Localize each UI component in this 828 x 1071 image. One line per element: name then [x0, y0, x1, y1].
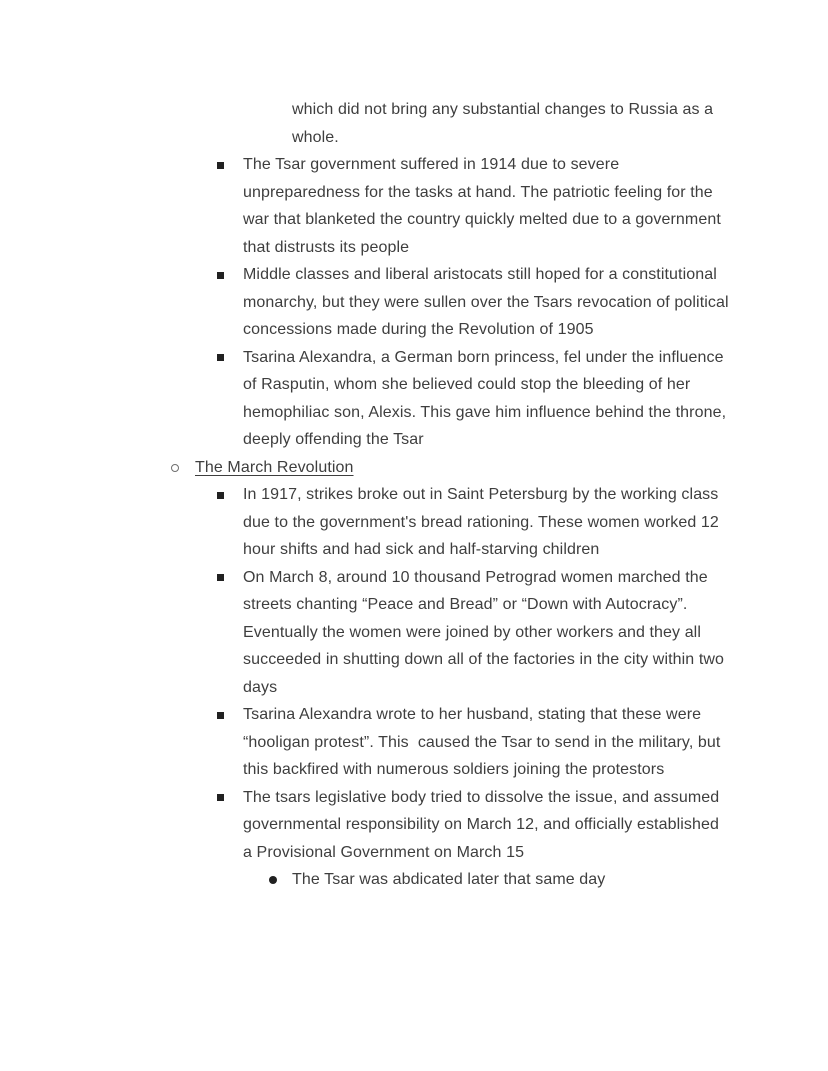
list-item	[170, 866, 731, 894]
list-item	[170, 784, 731, 867]
list-item	[170, 564, 731, 702]
notes-list	[170, 96, 734, 894]
bullet-square-icon	[217, 492, 224, 499]
list-item	[170, 261, 734, 344]
bullet-square-icon	[217, 794, 224, 801]
bullet-hollow-circle-icon	[171, 464, 179, 472]
list-item	[170, 344, 731, 454]
list-item	[170, 481, 731, 564]
list-item-text: which did not bring any substantial changes to Russia as a whole.	[292, 101, 718, 146]
list-item-text: In 1917, strikes broke out in Saint Petersburg by the working class due to the government's bread rationing. These women worked 12 hour shifts and had sick and half-starving children	[243, 486, 724, 558]
list-item	[170, 151, 731, 261]
bullet-square-icon	[217, 162, 224, 169]
bullet-square-icon	[217, 712, 224, 719]
list-item-text: The Tsar was abdicated later that same day	[292, 871, 606, 888]
list-item-text: The Tsar government suffered in 1914 due to severe unpreparedness for the tasks at hand. The patriotic feeling for the war that blanketed the country quickly melted due to a government that distrusts its people	[243, 156, 726, 256]
list-item-text: Middle classes and liberal aristocats still hoped for a constitutional monarchy, but they were sullen over the Tsars revocation of political concessions made during the Revolution of 1905	[243, 266, 734, 338]
list-item-text: On March 8, around 10 thousand Petrograd women marched the streets chanting “Peace and Bread” or “Down with Autocracy”. Eventually the women were joined by other workers and they all succeeded in shutting down all of the factories in the city within two days	[243, 568, 729, 696]
section-heading-item	[170, 454, 731, 482]
list-item-text: Tsarina Alexandra wrote to her husband, stating that these were “hooligan protest”. This caused the Tsar to send in the military, but this backfired with numerous soldiers joining the protestors	[243, 706, 726, 778]
section-heading-text: The March Revolution	[195, 458, 354, 476]
list-item-text: The tsars legislative body tried to dissolve the issue, and assumed governmental responsibility on March 12, and officially established a Provisional Government on March 15	[243, 788, 724, 861]
bullet-disc-icon	[269, 876, 277, 884]
list-item-continuation	[170, 96, 731, 151]
list-item	[170, 701, 731, 784]
bullet-square-icon	[217, 272, 224, 279]
bullet-square-icon	[217, 354, 224, 361]
bullet-square-icon	[217, 574, 224, 581]
list-item-text: Tsarina Alexandra, a German born princess, fel under the influence of Rasputin, whom she believed could stop the bleeding of her hemophiliac son, Alexis. This gave him influence behind the throne, deeply offending the Tsar	[243, 348, 731, 448]
